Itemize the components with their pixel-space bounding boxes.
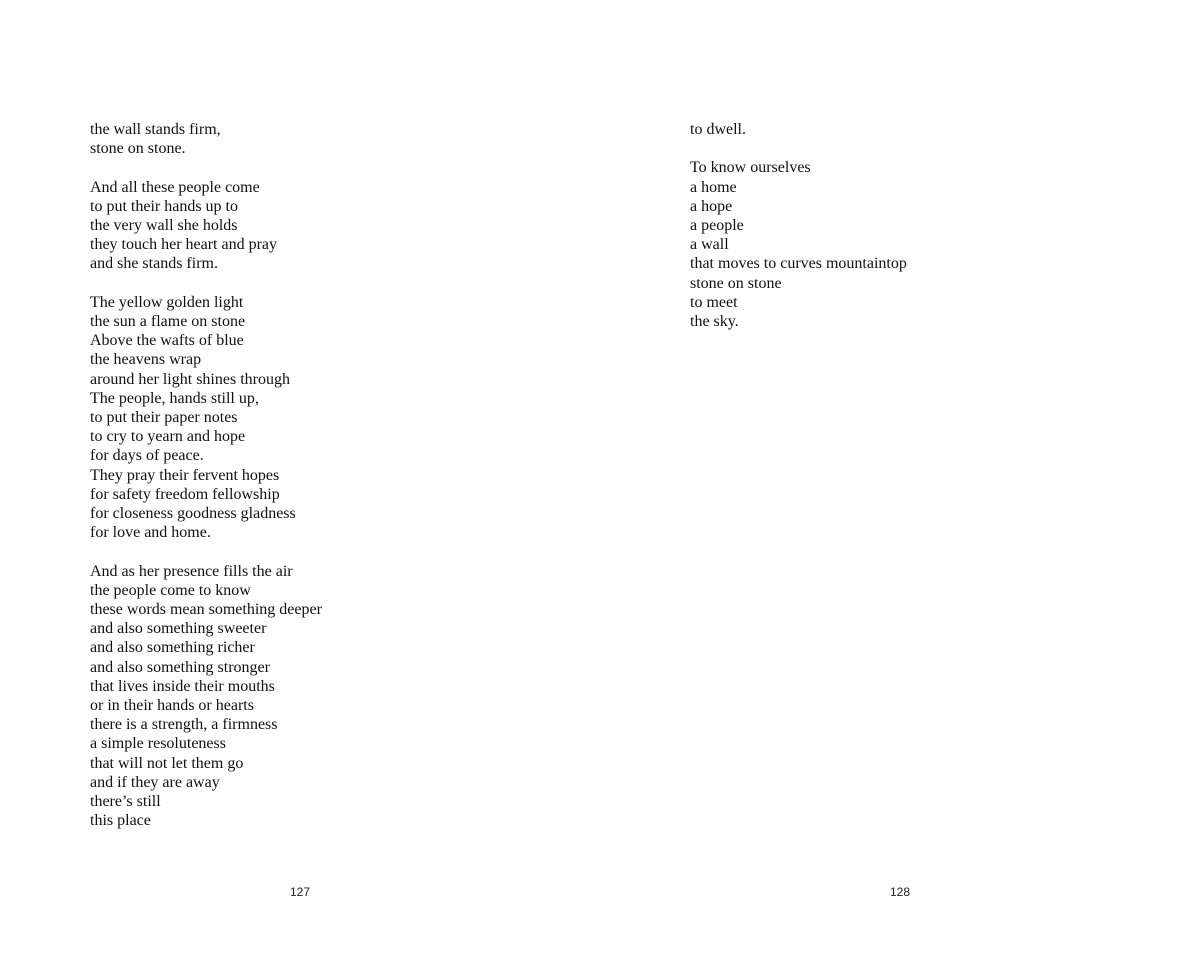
poem-line: stone on stone. — [90, 140, 186, 158]
poem-line: that will not let them go — [90, 754, 244, 772]
poem-line: around her light shines through — [90, 370, 290, 388]
poem-line: that moves to curves mountaintop — [690, 255, 907, 273]
poem-line: the wall stands firm, — [90, 121, 221, 138]
poem-line: They pray their fervent hopes — [90, 466, 280, 484]
poem-line: for safety freedom fellowship — [90, 485, 280, 503]
poem-line: a hope — [690, 197, 733, 215]
poem-line: a home — [690, 178, 737, 196]
poem-line: there’s still — [90, 793, 161, 811]
stanza — [90, 293, 322, 543]
page-number-right: 128 — [889, 885, 911, 899]
poem-line: they touch her heart and pray — [90, 236, 278, 254]
poem-line: and also something sweeter — [90, 620, 267, 638]
poem-line: and she stands firm. — [90, 255, 218, 273]
poem-line: the sky. — [690, 313, 739, 331]
poem-line: there is a strength, a firmness — [90, 716, 278, 734]
poem-line: and if they are away — [90, 773, 220, 791]
poem-line: to put their paper notes — [90, 409, 238, 427]
poem-line: to dwell. — [690, 121, 746, 138]
poem-line: And as her presence fills the air — [90, 562, 293, 580]
poem-line: or in their hands or hearts — [90, 697, 254, 715]
poem-line: this place — [90, 812, 151, 830]
poem-line: The people, hands still up, — [90, 389, 259, 407]
page-number-left: 127 — [289, 885, 311, 899]
stanza — [90, 120, 322, 158]
poem-line: and also something stronger — [90, 658, 270, 676]
poem-line: that lives inside their mouths — [90, 677, 275, 695]
poem-line: a people — [690, 217, 744, 234]
poem-line: the sun a flame on stone — [90, 313, 246, 330]
poem-line: stone on stone — [690, 274, 782, 292]
poem-line: Above the wafts of blue — [90, 332, 244, 350]
poem-line: to put their hands up to — [90, 197, 238, 215]
poem-line: the very wall she holds — [90, 217, 238, 234]
poem-line: to meet — [690, 293, 738, 311]
poem-line: these words mean something deeper — [90, 601, 322, 619]
poem-line: The yellow golden light — [90, 293, 244, 311]
poem-line: To know ourselves — [690, 159, 811, 177]
stanza — [90, 178, 322, 274]
poem-line: a wall — [690, 236, 729, 254]
stanza — [690, 158, 907, 331]
right-page — [600, 0, 1200, 960]
poem-text-right — [690, 120, 907, 331]
poem-line: to cry to yearn and hope — [90, 428, 246, 446]
poem-line: for closeness goodness gladness — [90, 505, 296, 523]
poem-line: the people come to know — [90, 581, 251, 599]
stanza — [690, 120, 907, 139]
poem-text-left — [90, 120, 322, 830]
poem-line: And all these people come — [90, 178, 260, 196]
poem-line: the heavens wrap — [90, 351, 202, 369]
poem-line: a simple resoluteness — [90, 735, 226, 753]
poem-line: for days of peace. — [90, 447, 204, 465]
stanza — [90, 562, 322, 831]
poem-line: for love and home. — [90, 524, 211, 542]
poem-line: and also something richer — [90, 639, 255, 657]
